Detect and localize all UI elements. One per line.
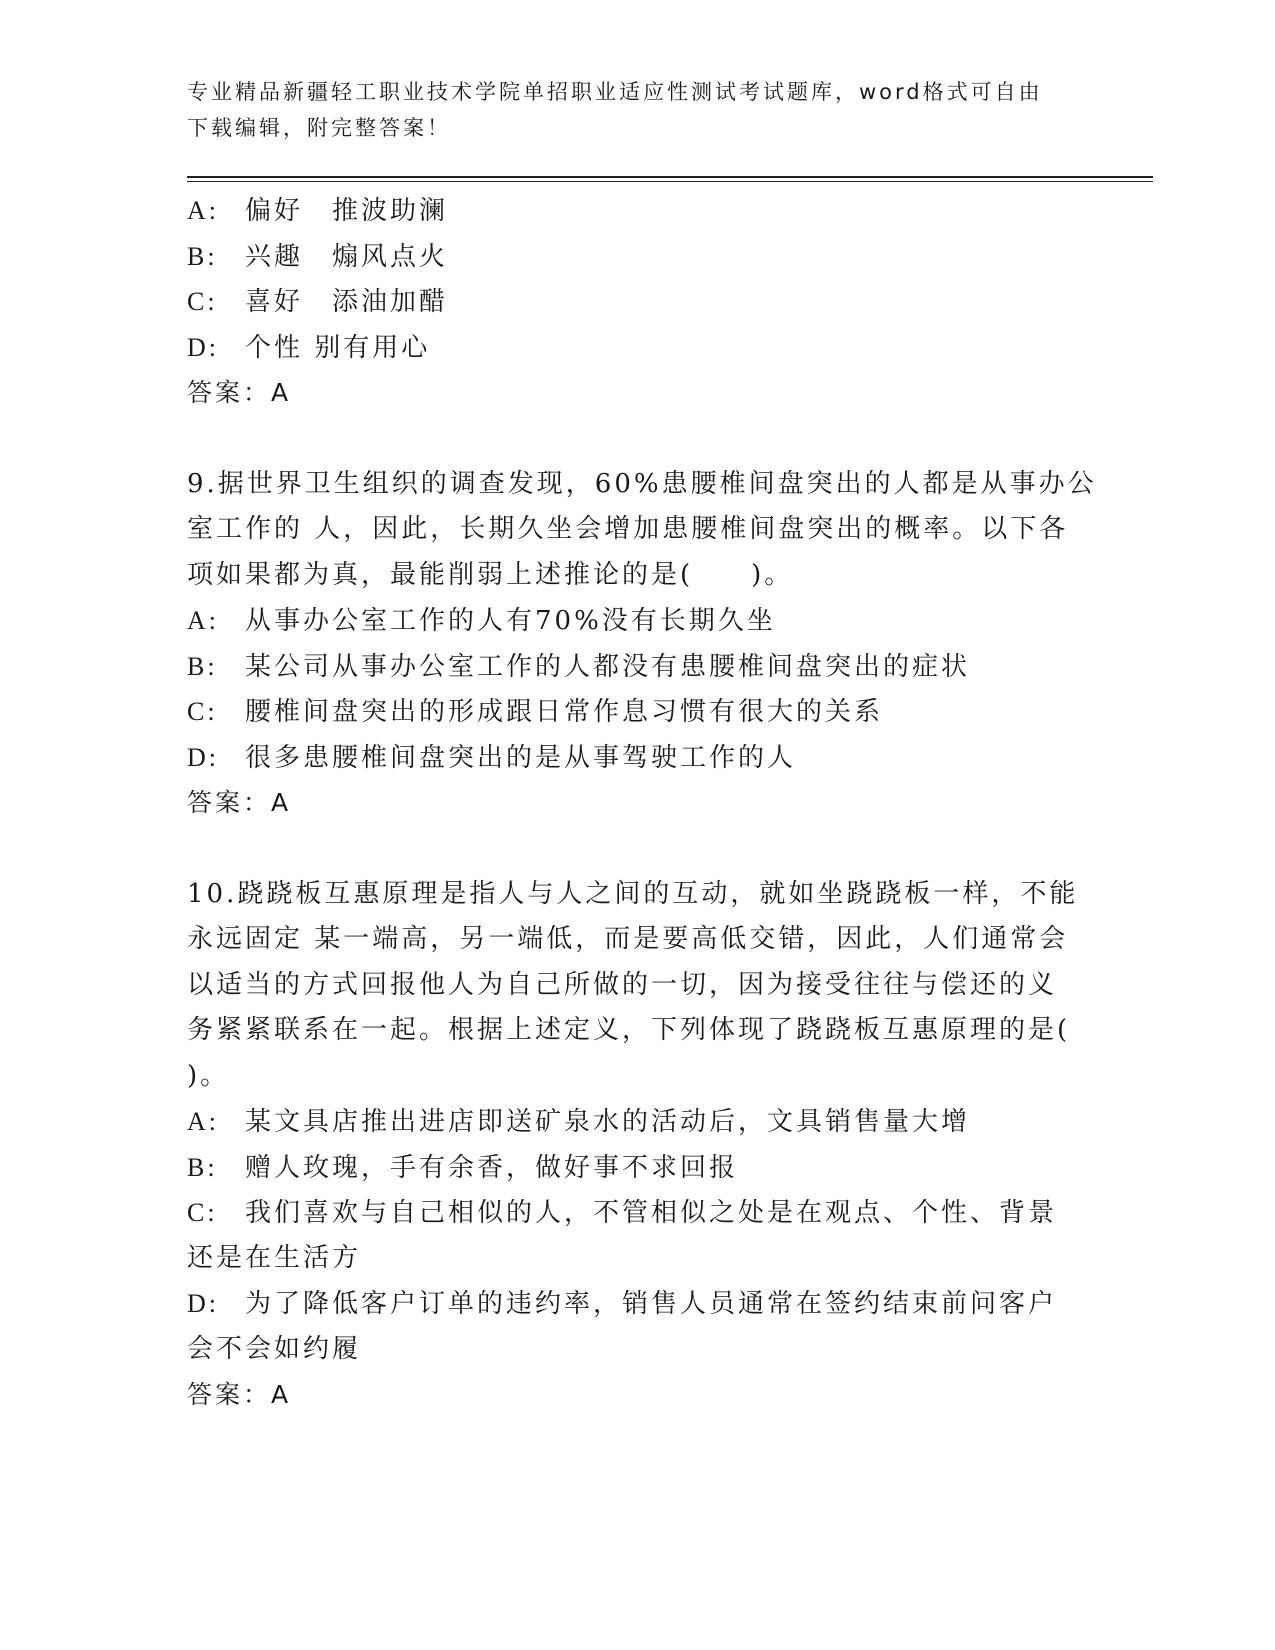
option-a bbox=[187, 1099, 1067, 1145]
answer-line: 答案：A bbox=[187, 378, 292, 407]
option-a bbox=[187, 598, 1067, 644]
header-line-2: 下载编辑，附完整答案！ bbox=[187, 116, 451, 140]
question-8 bbox=[187, 188, 1067, 416]
option-text: 兴趣 煽风点火 bbox=[245, 241, 449, 272]
option-letter: A: bbox=[187, 1107, 219, 1136]
question-text-line: 9.据世界卫生组织的调查发现，60%患腰椎间盘突出的人都是从事办公 bbox=[187, 468, 1097, 499]
option-text: 某文具店推出进店即送矿泉水的活动后，文具销售量大增 bbox=[245, 1107, 971, 1137]
question-text-line: 10.跷跷板互惠原理是指人与人之间的互动，就如坐跷跷板一样，不能 bbox=[187, 878, 1079, 909]
option-letter: B: bbox=[187, 1152, 218, 1182]
option-text: 为了降低客户订单的违约率，销售人员通常在签约结束前问客户 bbox=[245, 1289, 1058, 1319]
option-c bbox=[187, 1190, 1067, 1236]
option-letter: D: bbox=[187, 742, 219, 772]
option-letter: A: bbox=[187, 196, 219, 225]
option-b bbox=[187, 234, 1067, 280]
option-letter: D: bbox=[187, 1289, 219, 1318]
option-d bbox=[187, 325, 1067, 371]
question-text-line: )。 bbox=[187, 1060, 230, 1091]
option-b bbox=[187, 644, 1067, 690]
header-divider-thick bbox=[187, 176, 1153, 178]
option-letter: C: bbox=[187, 697, 218, 726]
spacer bbox=[187, 416, 1067, 462]
option-text: 喜好 添油加醋 bbox=[245, 287, 449, 317]
option-d bbox=[187, 1281, 1067, 1327]
header-divider-thin bbox=[187, 181, 1153, 182]
option-b bbox=[187, 1145, 1067, 1191]
option-a bbox=[187, 188, 1067, 234]
document-header bbox=[187, 74, 1067, 146]
spacer bbox=[187, 826, 1067, 872]
option-c bbox=[187, 279, 1067, 325]
header-line-1: 专业精品新疆轻工职业技术学院单招职业适应性测试考试题库，word格式可自由 bbox=[187, 80, 1043, 104]
option-text: 腰椎间盘突出的形成跟日常作息习惯有很大的关系 bbox=[245, 697, 884, 727]
question-text-line: 室工作的 人，因此，长期久坐会增加患腰椎间盘突出的概率。以下各 bbox=[187, 514, 1069, 544]
question-text-line: 永远固定 某一端高，另一端低，而是要高低交错，因此，人们通常会 bbox=[187, 924, 1069, 954]
question-text-line: 项如果都为真，最能削弱上述推论的是( )。 bbox=[187, 559, 794, 590]
option-letter: D: bbox=[187, 332, 219, 362]
option-text: 赠人玫瑰，手有余香，做好事不求回报 bbox=[245, 1152, 739, 1183]
question-9 bbox=[187, 462, 1097, 826]
option-text: 很多患腰椎间盘突出的是从事驾驶工作的人 bbox=[245, 742, 797, 773]
option-text: 某公司从事办公室工作的人都没有患腰椎间盘突出的症状 bbox=[245, 651, 971, 682]
option-letter: C: bbox=[187, 287, 218, 316]
question-10 bbox=[187, 872, 1079, 1418]
option-d-continuation: 会不会如约履 bbox=[187, 1333, 362, 1364]
answer-line: 答案：A bbox=[187, 1380, 292, 1409]
option-c-continuation: 还是在生活方 bbox=[187, 1242, 362, 1273]
option-letter: A: bbox=[187, 606, 219, 635]
option-letter: C: bbox=[187, 1198, 218, 1227]
question-text-line: 务紧紧联系在一起。根据上述定义，下列体现了跷跷板互惠原理的是( bbox=[187, 1015, 1071, 1045]
answer-line: 答案：A bbox=[187, 788, 292, 817]
question-content bbox=[187, 188, 1097, 1418]
option-letter: B: bbox=[187, 651, 218, 681]
option-c bbox=[187, 689, 1067, 735]
option-text: 从事办公室工作的人有70%没有长期久坐 bbox=[245, 606, 776, 636]
option-d bbox=[187, 735, 1067, 781]
option-text: 个性 别有用心 bbox=[245, 332, 431, 363]
option-text: 我们喜欢与自己相似的人，不管相似之处是在观点、个性、背景 bbox=[245, 1198, 1058, 1228]
option-text: 偏好 推波助澜 bbox=[245, 196, 449, 226]
option-letter: B: bbox=[187, 241, 218, 271]
question-text-line: 以适当的方式回报他人为自己所做的一切，因为接受往往与偿还的义 bbox=[187, 969, 1058, 1000]
